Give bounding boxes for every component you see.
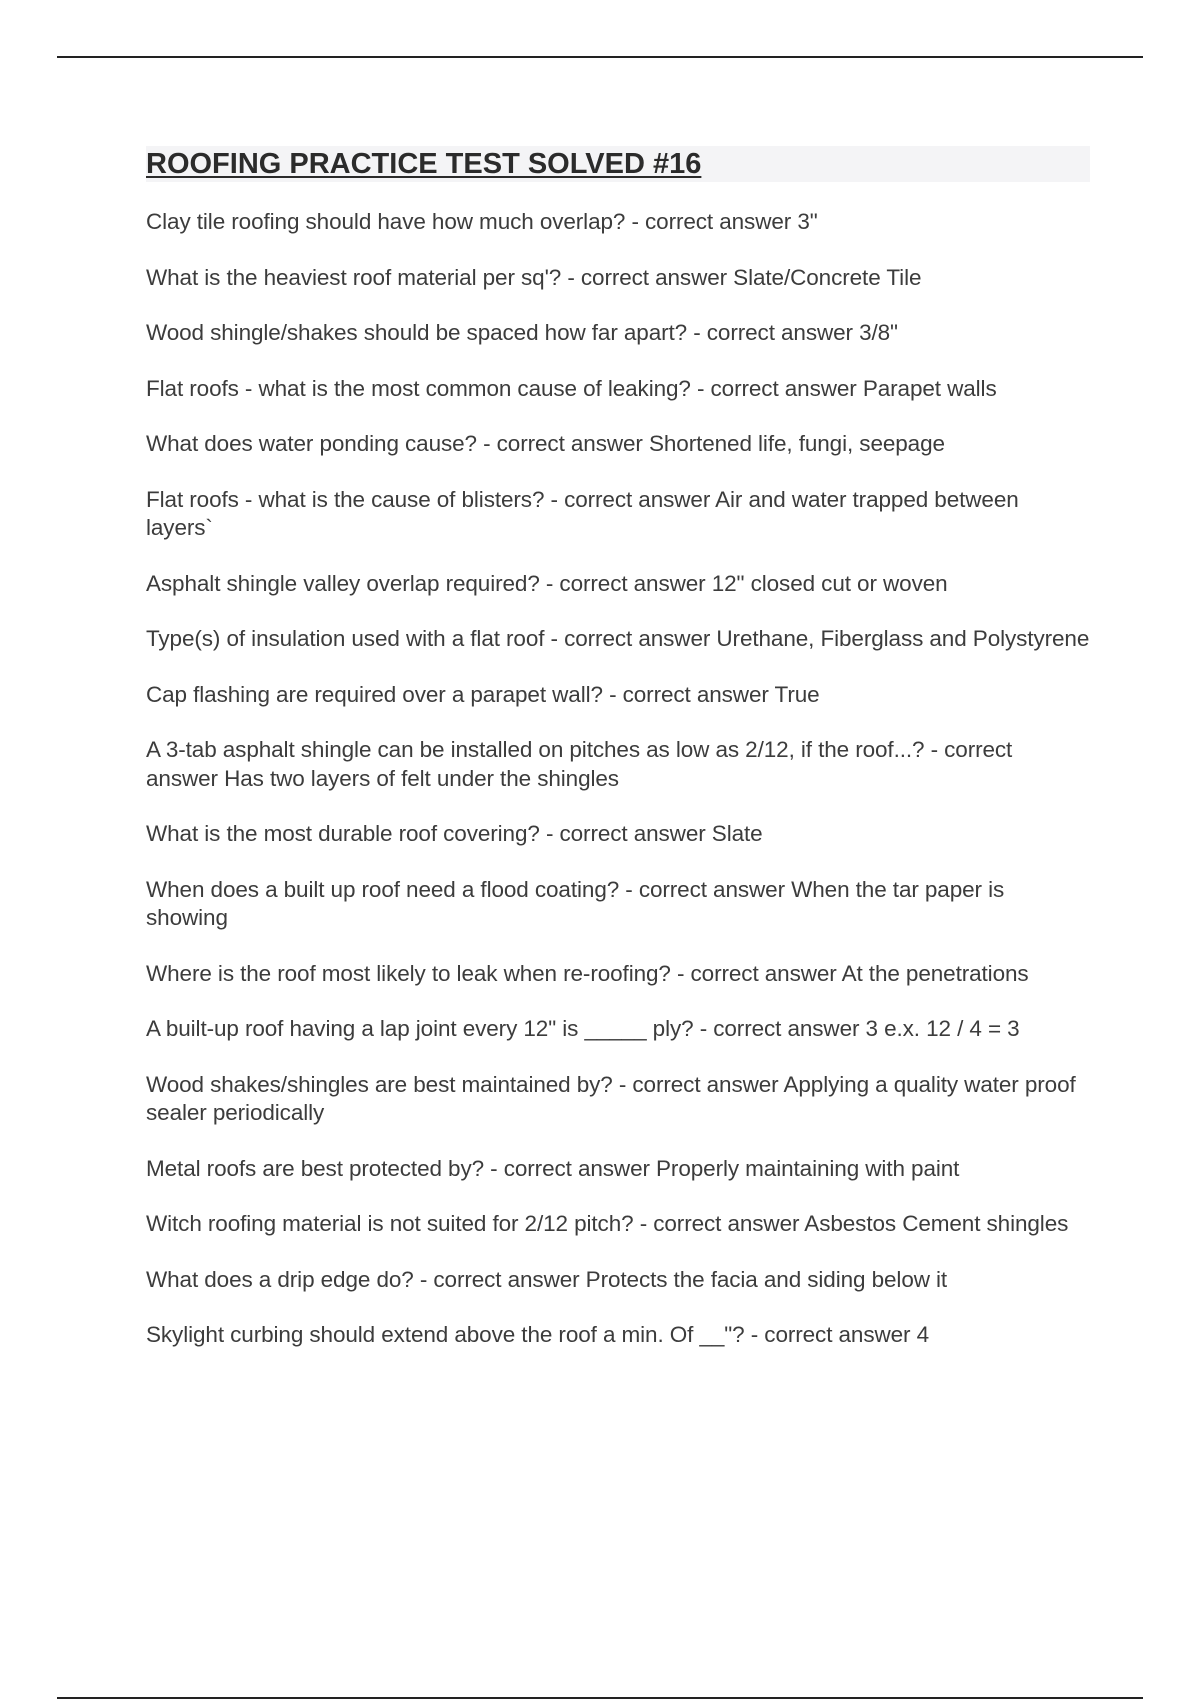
qa-item: What is the heaviest roof material per sq'? - correct answer Slate/Concrete Tile [146,264,922,290]
qa-item: Flat roofs - what is the cause of blisters? - correct answer Air and water trapped between layers` [146,486,1019,540]
qa-item: What does a drip edge do? - correct answer Protects the facia and siding below it [146,1266,948,1292]
qa-item: Cap flashing are required over a parapet wall? - correct answer True [146,681,820,707]
top-divider [57,56,1143,58]
qa-item: Flat roofs - what is the most common cause of leaking? - correct answer Parapet walls [146,375,997,401]
page-title: ROOFING PRACTICE TEST SOLVED #16 [146,148,702,180]
qa-item: Type(s) of insulation used with a flat roof - correct answer Urethane, Fiberglass and Polystyrene [146,626,1090,651]
qa-item: Skylight curbing should extend above the roof a min. Of __"? - correct answer 4 [146,1322,930,1347]
qa-item: Wood shakes/shingles are best maintained by? - correct answer Applying a quality water proof sealer periodically [146,1071,1076,1125]
title-bar [146,146,1090,182]
qa-item: Where is the roof most likely to leak when re-roofing? - correct answer At the penetrations [146,960,1029,986]
bottom-divider [57,1697,1143,1699]
qa-item: What does water ponding cause? - correct answer Shortened life, fungi, seepage [146,431,945,456]
qa-item: Wood shingle/shakes should be spaced how far apart? - correct answer 3/8" [146,320,898,345]
qa-item: Metal roofs are best protected by? - correct answer Properly maintaining with paint [146,1155,960,1181]
qa-list [146,208,1090,1350]
qa-item: A 3-tab asphalt shingle can be installed on pitches as low as 2/12, if the roof...? - correct answer Has two layers of felt under the shingles [146,737,1013,791]
qa-item: Asphalt shingle valley overlap required? - correct answer 12" closed cut or woven [146,570,948,596]
qa-item: A built-up roof having a lap joint every 12" is _____ ply? - correct answer 3 e.x. 12 / 4 = 3 [146,1016,1020,1041]
document-body [146,146,1090,1377]
qa-item: What is the most durable roof covering? - correct answer Slate [146,821,763,846]
qa-item: Clay tile roofing should have how much overlap? - correct answer 3" [146,209,818,234]
qa-item: When does a built up roof need a flood coating? - correct answer When the tar paper is showing [146,876,1005,930]
qa-item: Witch roofing material is not suited for 2/12 pitch? - correct answer Asbestos Cement shingles [146,1211,1069,1236]
